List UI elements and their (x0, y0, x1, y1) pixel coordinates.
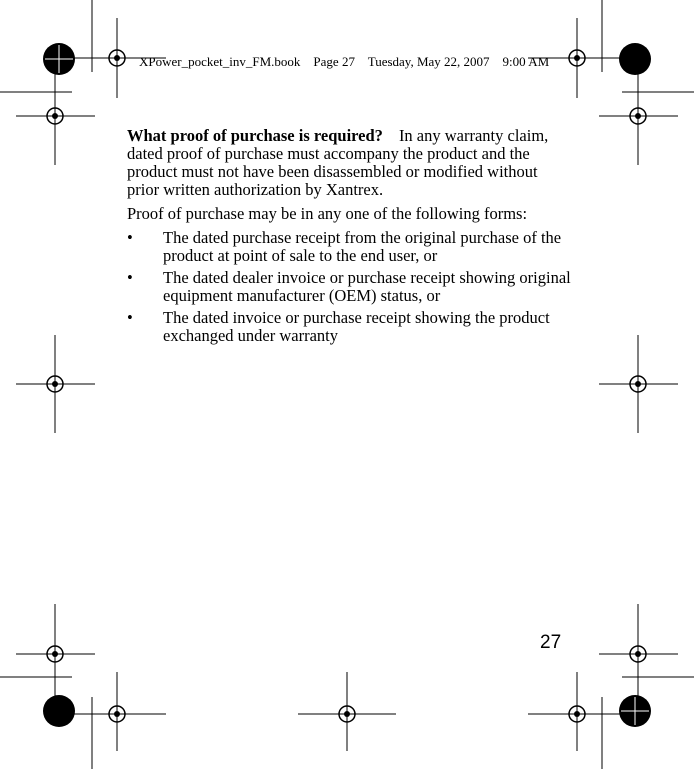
slug-page: Page 27 (313, 54, 355, 69)
forms-intro: Proof of purchase may be in any one of the following forms: (127, 204, 528, 223)
page-number: 27 (540, 632, 562, 653)
list-item: • The dated dealer invoice or purchase receipt showing original equipment manufacturer (OEM) status, or (127, 268, 571, 305)
warranty-proof-paragraph (127, 127, 572, 199)
proof-forms-list (127, 229, 572, 345)
slug-filename: XPower_pocket_inv_FM.book (139, 54, 301, 69)
intro-text: In any warranty claim, dated proof of purchase must accompany the product and the product must not have been disassembled or modified without prior written authorization by Xantrex. (127, 126, 549, 199)
list-item: • The dated invoice or purchase receipt showing the product exchanged under warranty (127, 308, 550, 345)
slug-date: Tuesday, May 22, 2007 (367, 54, 490, 69)
print-slug (139, 54, 549, 70)
section-heading: What proof of purchase is required? (127, 126, 383, 145)
slug-time: 9:00 AM (502, 54, 550, 69)
bullet-icon: • (127, 228, 133, 247)
bullet-icon: • (127, 308, 133, 327)
list-item: • The dated purchase receipt from the original purchase of the product at point of sale to the end user, or (127, 228, 562, 265)
body-content (127, 127, 572, 349)
bullet-icon: • (127, 268, 133, 287)
